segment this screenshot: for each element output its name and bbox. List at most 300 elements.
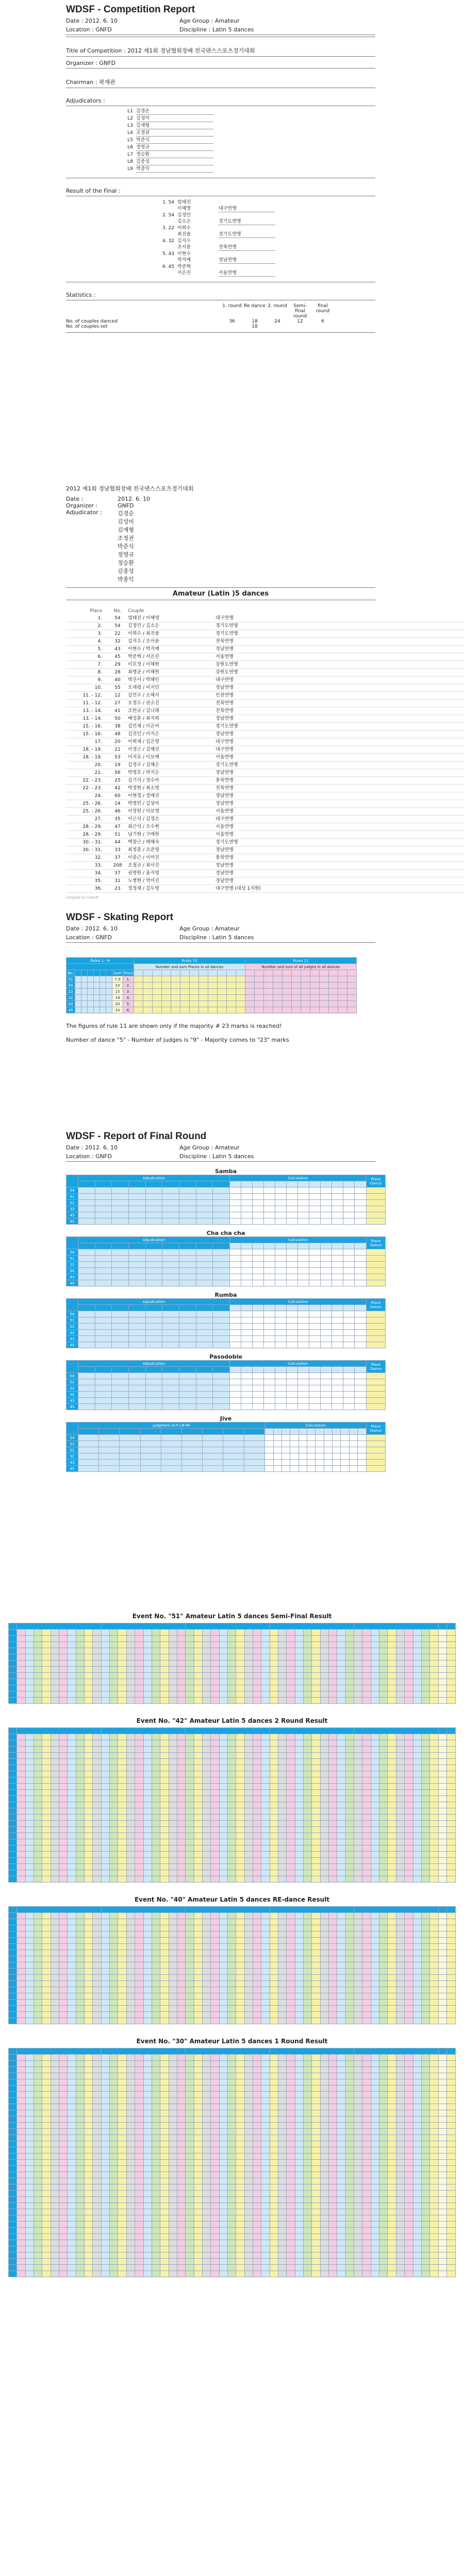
round-mark-cell — [413, 1919, 421, 1925]
round-mark-cell — [261, 1969, 270, 1975]
round-mark-cell — [143, 1827, 152, 1833]
round-mark-cell — [202, 1938, 210, 1944]
round-mark-cell — [345, 2067, 354, 2073]
round-mark-cell — [312, 2086, 320, 2092]
round-mark-cell — [152, 2067, 160, 2073]
round-mark-cell — [236, 1815, 244, 1821]
round-mark-cell — [34, 1987, 42, 1993]
round-total-cell — [438, 1691, 446, 1698]
round-mark-cell — [396, 1839, 404, 1845]
round-mark-cell — [253, 1642, 261, 1648]
round-mark-cell — [227, 1734, 236, 1740]
round-mark-cell — [152, 1765, 160, 1771]
round-mark-cell — [143, 1784, 152, 1790]
round-mark-cell — [388, 1698, 396, 1704]
rule10-cell — [171, 1001, 180, 1007]
round-mark-cell — [143, 1648, 152, 1654]
round-mark-cell — [236, 1858, 244, 1864]
round-mark-cell — [110, 1790, 118, 1796]
judge-mark — [128, 1262, 145, 1268]
dance-couple-no: 43 — [67, 1398, 78, 1404]
ranking-club: 인천연맹 — [216, 693, 234, 698]
round-mark-cell — [118, 2006, 126, 2012]
round-mark-cell — [396, 2110, 404, 2116]
round-mark-cell — [413, 1827, 421, 1833]
round-mark-cell — [160, 1698, 169, 1704]
round-mark-cell — [371, 1660, 379, 1667]
round-mark-cell — [278, 1648, 287, 1654]
round-mark-cell — [405, 1691, 413, 1698]
round-mark-cell — [17, 1660, 25, 1667]
calc-cell — [332, 1392, 343, 1398]
round-mark-cell — [194, 1734, 202, 1740]
rule11-col — [292, 970, 301, 976]
round-mark-cell — [362, 2110, 371, 2116]
calc-cell — [275, 1398, 286, 1404]
round-mark-cell — [126, 1999, 135, 2006]
stat-label: No. of couples set — [66, 324, 108, 329]
round-mark-cell — [202, 1833, 210, 1839]
round-place-cell — [446, 1852, 455, 1858]
calc-cell — [252, 1274, 263, 1280]
ranking-row — [66, 777, 464, 785]
round-mark-cell — [379, 1993, 388, 1999]
calc-cell — [324, 1435, 332, 1441]
result-club: 대구연맹 — [219, 206, 275, 212]
round-mark-cell — [261, 1630, 270, 1636]
round-mark-cell — [135, 1944, 143, 1950]
dance-place-cell — [367, 1268, 386, 1274]
ranking-couple: 박영빈 / 김상아 — [128, 801, 159, 806]
round-mark-cell — [253, 2018, 261, 2024]
round-mark-cell — [371, 1919, 379, 1925]
round-mark-cell — [42, 1993, 51, 1999]
round-mark-cell — [421, 1642, 429, 1648]
round-mark-cell — [76, 2092, 84, 2098]
round-mark-cell — [101, 1999, 109, 2006]
skating-dance-place — [88, 1007, 94, 1013]
round-mark-cell — [345, 2061, 354, 2067]
ranking-adjudicator-label: Adjudicator : — [66, 509, 102, 516]
round-mark-cell — [329, 1931, 337, 1938]
round-mark-cell — [135, 1759, 143, 1765]
round-mark-cell — [388, 1833, 396, 1839]
round-mark-cell — [143, 2110, 152, 2116]
round-mark-cell — [211, 1876, 219, 1883]
ranking-place: 30. - 31. — [82, 848, 102, 853]
round-mark-cell — [379, 1790, 388, 1796]
round-mark-cell — [253, 1962, 261, 1969]
round-mark-cell — [110, 1630, 118, 1636]
round-mark-cell — [152, 1667, 160, 1673]
rule10-cell — [208, 1007, 218, 1013]
round-mark-cell — [110, 1747, 118, 1753]
round-mark-cell — [194, 1685, 202, 1691]
calc-cell — [299, 1460, 307, 1466]
calc-cell — [321, 1398, 332, 1404]
calc-cell — [343, 1249, 355, 1256]
round-mark-cell — [152, 1956, 160, 1962]
round-mark-cell — [76, 1747, 84, 1753]
result-partner: 조서윤 — [177, 245, 191, 250]
round-mark-cell — [227, 2123, 236, 2129]
round-mark-cell — [345, 1765, 354, 1771]
round-mark-cell — [337, 1765, 345, 1771]
round-mark-cell — [17, 1993, 25, 1999]
rule11-cell — [347, 982, 357, 989]
calc-cell — [298, 1392, 309, 1398]
round-mark-cell — [219, 1864, 227, 1870]
rule11-cell — [255, 995, 264, 1001]
round-mark-cell — [278, 2012, 287, 2018]
round-mark-cell — [42, 1839, 51, 1845]
round-mark-cell — [329, 1636, 337, 1642]
round-mark-cell — [270, 1821, 278, 1827]
round-mark-cell — [295, 2129, 303, 2135]
round-mark-cell — [287, 1821, 295, 1827]
dance-table — [66, 1236, 386, 1286]
round-mark-cell — [295, 1660, 303, 1667]
round-mark-cell — [219, 1685, 227, 1691]
round-mark-cell — [295, 1839, 303, 1845]
round-mark-cell — [413, 1642, 421, 1648]
round-mark-cell — [177, 1802, 185, 1808]
ranking-couple: 엄태진 / 이혜영 — [128, 616, 159, 621]
dance-couple-no: 54 — [67, 1373, 78, 1379]
round-mark-cell — [278, 2073, 287, 2079]
dance-col — [94, 970, 100, 976]
round-title: Event No. "40" Amateur Latin 5 dances RE-dance Result — [134, 1896, 330, 1903]
ranking-couple: 오정수 / 권소진 — [128, 701, 159, 706]
rule10-cell — [171, 982, 180, 989]
round-mark-cell — [430, 1975, 438, 1981]
result-club: 경기도연맹 — [219, 218, 275, 225]
round-mark-cell — [396, 1858, 404, 1864]
round-mark-cell — [51, 1913, 59, 1919]
judge-mark — [179, 1330, 196, 1336]
round-mark-cell — [379, 1808, 388, 1815]
calc-cell — [229, 1200, 241, 1206]
adjudicator-code: L5 — [127, 138, 133, 143]
round-mark-cell — [379, 1870, 388, 1876]
round-place-cell — [446, 1679, 455, 1685]
judge-mark — [196, 1218, 213, 1225]
round-mark-cell — [371, 1821, 379, 1827]
round-mark-cell — [51, 2116, 59, 2123]
round-mark-cell — [118, 2123, 126, 2129]
calc-cell — [282, 1447, 290, 1453]
judge-mark — [95, 1268, 112, 1274]
round-mark-cell — [85, 1636, 93, 1642]
judge-mark — [244, 1447, 265, 1453]
round-mark-cell — [304, 1784, 312, 1790]
judge-mark — [140, 1441, 161, 1447]
round-mark-cell — [312, 1919, 320, 1925]
judge-mark — [95, 1212, 112, 1218]
judge-mark — [179, 1324, 196, 1330]
dance-blocks — [66, 1168, 464, 1472]
round-mark-cell — [17, 1698, 25, 1704]
judge-mark — [112, 1200, 129, 1206]
calc-cell — [316, 1460, 324, 1466]
round-mark-cell — [110, 1845, 118, 1852]
round-mark-cell — [34, 1642, 42, 1648]
round-mark-cell — [396, 1673, 404, 1679]
round-mark-cell — [85, 1919, 93, 1925]
round-mark-cell — [76, 1956, 84, 1962]
round-mark-cell — [101, 1759, 109, 1765]
round-mark-cell — [430, 1944, 438, 1950]
round-mark-cell — [388, 1802, 396, 1808]
round-mark-cell — [227, 1815, 236, 1821]
round-mark-cell — [169, 1944, 177, 1950]
round-mark-cell — [421, 2055, 429, 2061]
round-mark-cell — [388, 2018, 396, 2024]
round-mark-cell — [160, 2061, 169, 2067]
round-mark-cell — [405, 2123, 413, 2129]
round-mark-cell — [227, 2086, 236, 2092]
round-mark-cell — [405, 1777, 413, 1784]
round-dance-header — [101, 1907, 185, 1913]
round-total-cell — [438, 1962, 446, 1969]
round-mark-cell — [278, 1938, 287, 1944]
round-mark-cell — [160, 2012, 169, 2018]
calc-col — [321, 1305, 332, 1311]
round-mark-cell — [76, 1636, 84, 1642]
ranking-club: 전북연맹 — [216, 708, 234, 714]
rule11-cell — [292, 1007, 301, 1013]
skating-no: 45 — [67, 1007, 75, 1013]
round-mark-cell — [110, 1981, 118, 1987]
judge-col — [213, 1243, 230, 1249]
round-mark-cell — [143, 2006, 152, 2012]
round-mark-cell — [329, 1845, 337, 1852]
round-mark-cell — [396, 1821, 404, 1827]
round-mark-cell — [101, 2092, 109, 2098]
round-mark-cell — [68, 2129, 76, 2135]
round-mark-cell — [261, 1931, 270, 1938]
round-mark-cell — [320, 2116, 328, 2123]
round-total-cell — [438, 1660, 446, 1667]
round-dance-header — [270, 1907, 354, 1913]
round-mark-cell — [42, 1950, 51, 1956]
result-row-partner — [66, 257, 464, 264]
rule10-cell — [190, 989, 199, 995]
round-mark-cell — [261, 2012, 270, 2018]
round-mark-cell — [51, 1673, 59, 1679]
round-couple-cell — [9, 2073, 17, 2079]
round-mark-cell — [25, 1747, 34, 1753]
round-mark-cell — [42, 1648, 51, 1654]
round-mark-cell — [295, 1987, 303, 1993]
rule11-cell — [310, 976, 320, 982]
round-mark-cell — [413, 2116, 421, 2123]
round-mark-cell — [413, 1950, 421, 1956]
round-mark-cell — [93, 1919, 101, 1925]
ranking-place: 11. - 12. — [82, 701, 102, 706]
round-mark-cell — [42, 1642, 51, 1648]
round-mark-cell — [68, 1667, 76, 1673]
round-mark-cell — [194, 1642, 202, 1648]
round-mark-cell — [85, 1654, 93, 1660]
round-mark-cell — [379, 1969, 388, 1975]
round-mark-cell — [85, 1962, 93, 1969]
judge-mark — [162, 1262, 179, 1268]
round-mark-cell — [261, 1654, 270, 1660]
round-total-cell — [438, 1808, 446, 1815]
round-mark-cell — [25, 1833, 34, 1839]
round-place-cell — [446, 1827, 455, 1833]
judge-mark — [162, 1194, 179, 1200]
round-mark-cell — [413, 1784, 421, 1790]
calc-col — [298, 1305, 309, 1311]
calc-cell — [265, 1447, 273, 1453]
result-row-partner — [66, 270, 464, 277]
judge-mark — [161, 1447, 181, 1453]
calc-cell — [286, 1398, 297, 1404]
round-mark-cell — [85, 1864, 93, 1870]
dance-couple-no: 45 — [67, 1280, 78, 1286]
round-mark-cell — [312, 1667, 320, 1673]
judge-mark — [203, 1441, 223, 1447]
judge-mark — [213, 1256, 230, 1262]
round-mark-cell — [236, 2018, 244, 2024]
round-mark-cell — [152, 1876, 160, 1883]
calc-cell — [298, 1256, 309, 1262]
round-mark-cell — [202, 2129, 210, 2135]
round-mark-cell — [287, 1734, 295, 1740]
round-mark-cell — [278, 1821, 287, 1827]
calc-cell — [229, 1385, 241, 1392]
round-mark-cell — [430, 1642, 438, 1648]
round-mark-cell — [371, 1845, 379, 1852]
round-mark-cell — [169, 1821, 177, 1827]
judge-mark — [128, 1324, 145, 1330]
round-mark-cell — [329, 1654, 337, 1660]
round-mark-cell — [329, 2086, 337, 2092]
round-mark-cell — [345, 1734, 354, 1740]
calc-cell — [241, 1249, 252, 1256]
round-mark-cell — [194, 1981, 202, 1987]
round-mark-cell — [93, 1796, 101, 1802]
dance-place-cell — [367, 1435, 386, 1441]
round-mark-cell — [126, 2104, 135, 2110]
round-mark-cell — [270, 2073, 278, 2079]
round-mark-cell — [152, 1734, 160, 1740]
round-mark-cell — [177, 2067, 185, 2073]
round-mark-cell — [270, 1796, 278, 1802]
ranking-club: 전북연맹 — [216, 786, 234, 791]
round-mark-cell — [312, 1784, 320, 1790]
round-mark-cell — [194, 1956, 202, 1962]
round-mark-cell — [396, 1913, 404, 1919]
ranking-no: 23 — [114, 886, 121, 891]
round-mark-cell — [211, 1808, 219, 1815]
round-mark-cell — [304, 2092, 312, 2098]
ranking-row — [66, 669, 464, 676]
round-mark-cell — [126, 2012, 135, 2018]
judge-mark — [112, 1274, 129, 1280]
ranking-no: 40 — [114, 677, 121, 683]
round-mark-cell — [135, 2012, 143, 2018]
round-total-cell — [438, 1630, 446, 1636]
judge-mark — [213, 1324, 230, 1330]
judge-col — [244, 1429, 265, 1435]
calc-cell — [299, 1466, 307, 1472]
round-mark-cell — [261, 1765, 270, 1771]
round-mark-cell — [59, 2104, 68, 2110]
judge-mark — [196, 1317, 213, 1324]
round-mark-cell — [345, 1962, 354, 1969]
round-mark-cell — [85, 2073, 93, 2079]
round-mark-cell — [85, 1969, 93, 1975]
ranking-couple: 박영호 / 박지은 — [128, 770, 159, 775]
rule11-cell — [273, 982, 283, 989]
round-mark-cell — [304, 2123, 312, 2129]
round-mark-cell — [396, 1660, 404, 1667]
discipline-field: Discipline : Latin 5 dances — [179, 26, 254, 33]
round-mark-cell — [320, 2110, 328, 2116]
round-mark-cell — [85, 1777, 93, 1784]
round-mark-cell — [143, 1938, 152, 1944]
round-mark-cell — [244, 1938, 253, 1944]
round-mark-cell — [85, 1981, 93, 1987]
round-mark-cell — [186, 1944, 194, 1950]
round-mark-cell — [34, 1962, 42, 1969]
round-mark-cell — [51, 1796, 59, 1802]
round-mark-cell — [337, 1962, 345, 1969]
round-mark-cell — [261, 1833, 270, 1839]
judge-col — [78, 1305, 95, 1311]
round-mark-cell — [126, 1654, 135, 1660]
round-mark-cell — [337, 1753, 345, 1759]
round-mark-cell — [152, 1845, 160, 1852]
round-mark-cell — [202, 2055, 210, 2061]
round-mark-cell — [379, 2055, 388, 2061]
round-mark-cell — [25, 1870, 34, 1876]
round-mark-cell — [51, 2123, 59, 2129]
round-mark-cell — [211, 1999, 219, 2006]
round-mark-cell — [320, 1784, 328, 1790]
round-mark-cell — [287, 1919, 295, 1925]
judge-mark — [196, 1379, 213, 1385]
round-mark-cell — [304, 1679, 312, 1685]
round-dance-header — [354, 1907, 438, 1913]
round-mark-cell — [51, 1981, 59, 1987]
calc-cell — [307, 1466, 316, 1472]
rule11-col — [245, 970, 255, 976]
round-mark-cell — [42, 1987, 51, 1993]
ranking-couple: 김민수 / 소혜지 — [128, 693, 159, 698]
round-mark-cell — [371, 1740, 379, 1747]
round-mark-cell — [337, 1913, 345, 1919]
round-mark-cell — [160, 2123, 169, 2129]
round-mark-cell — [304, 1931, 312, 1938]
round-mark-cell — [337, 1654, 345, 1660]
round-total-cell — [438, 1919, 446, 1925]
judge-mark — [112, 1385, 129, 1392]
round-mark-cell — [51, 1944, 59, 1950]
ranking-row — [66, 676, 464, 684]
round-mark-cell — [202, 1685, 210, 1691]
judge-mark — [213, 1330, 230, 1336]
round-mark-cell — [68, 1648, 76, 1654]
round-mark-cell — [169, 1771, 177, 1777]
round-mark-cell — [42, 1630, 51, 1636]
round-mark-cell — [253, 1925, 261, 1931]
round-mark-cell — [388, 1993, 396, 1999]
round-mark-cell — [211, 2055, 219, 2061]
